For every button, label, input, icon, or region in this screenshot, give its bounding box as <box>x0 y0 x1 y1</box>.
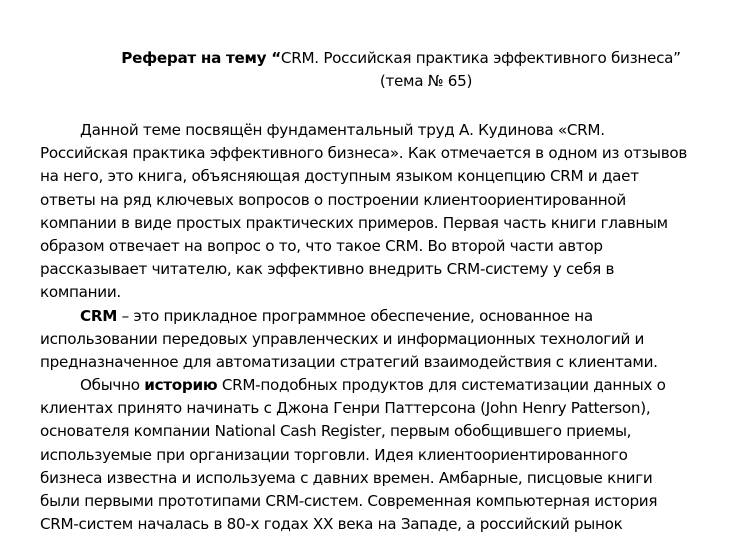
paragraph-3-line: бизнеса известна и используема с давних времен. Амбарные, писцовые книги <box>40 468 653 487</box>
paragraph-2-text: – это прикладное программное обеспечение, основанное на <box>117 306 593 325</box>
title-bold-part: Реферат на тему “ <box>121 49 281 67</box>
title-line <box>40 47 696 70</box>
paragraph-2-line: предназначенное для автоматизации стратегий взаимодействия с клиентами. <box>40 352 658 371</box>
paragraph-1-line: компании в виде простых практических примеров. Первая часть книги главным <box>40 213 668 232</box>
paragraph-1-line: образом отвечает на вопрос о то, что такое CRM. Во второй части автор <box>40 236 603 255</box>
paragraph-3-start: Обычно <box>80 376 145 395</box>
paragraph-3-line: используемые при организации торговли. Идея клиентоориентированного <box>40 445 628 464</box>
paragraph-2-line: использовании передовых управленческих и информационных технологий и <box>40 329 645 348</box>
paragraph-1-line: компании. <box>40 283 121 302</box>
paragraph-1-line: Российская практика эффективного бизнеса». Как отмечается в одном из отзывов <box>40 144 688 163</box>
paragraph-3-text: CRM-подобных продуктов для систематизации данных о <box>217 376 666 395</box>
paragraph-3-first-line <box>40 374 705 397</box>
title-normal-part: CRM. Российская практика эффективного бизнеса” <box>280 49 681 67</box>
crm-term: CRM <box>80 306 118 325</box>
paragraph-1-line: на него, это книга, объясняющая доступным языком концепцию CRM и дает <box>40 167 639 186</box>
paragraph-3-line: CRM-систем началась в 80-х годах XX века на Западе, а российский рынок <box>40 515 623 534</box>
paragraph-1-line: Данной теме посвящён фундаментальный труд А. Кудинова «CRM. <box>80 121 605 139</box>
document-title <box>40 47 696 93</box>
document-body <box>40 119 705 536</box>
title-subtitle: (тема № 65) <box>379 72 473 90</box>
history-term: историю <box>144 376 218 395</box>
paragraph-2-first-line <box>40 305 705 328</box>
paragraph-1-line: ответы на ряд ключевых вопросов о построении клиентоориентированной <box>40 190 626 209</box>
paragraph-3-line: клиентах принято начинать с Джона Генри Паттерсона (John Henry Patterson), <box>40 399 651 418</box>
paragraph-3-line: основателя компании National Cash Register, первым обобщившего приемы, <box>40 422 632 441</box>
paragraph-1-line: рассказывает читателю, как эффективно внедрить CRM-систему у себя в <box>40 260 615 279</box>
paragraph-3-line: были первыми прототипами CRM-систем. Современная компьютерная история <box>40 492 658 510</box>
